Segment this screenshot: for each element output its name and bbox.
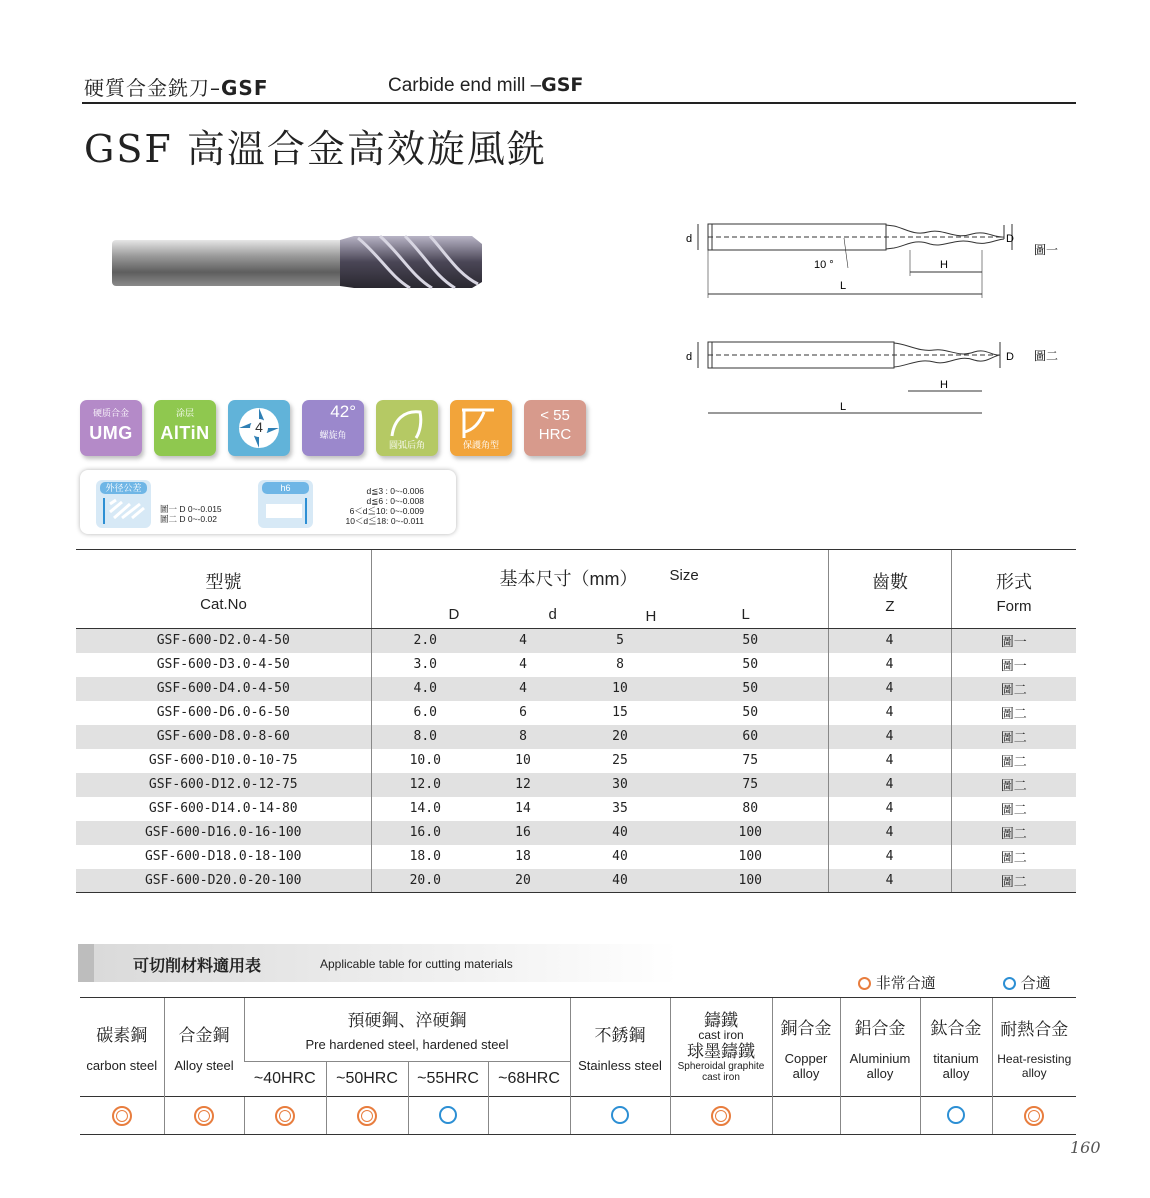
rating-cell	[244, 1097, 326, 1135]
cell-h: 10	[612, 681, 628, 696]
mat-hard-en: Pre hardened steel, hardened steel	[305, 1037, 509, 1053]
cell-d: 3.0	[371, 653, 479, 677]
mat-carbon-cn: 碳素鋼	[96, 1026, 148, 1045]
radius-relief-icon	[376, 402, 438, 442]
cell-l: 100	[738, 849, 762, 864]
cell-h: 35	[612, 801, 628, 816]
cell-d: 14	[515, 801, 531, 816]
badge-carbide-label: 硬质合金	[92, 408, 129, 418]
fig1-caption: 圖一	[1034, 243, 1059, 257]
cell-form: 圖一	[951, 629, 1076, 653]
cell-z: 4	[828, 725, 951, 749]
cell-d: 4	[519, 633, 527, 649]
cell-z: 4	[828, 773, 951, 797]
cell-d: 10	[515, 753, 531, 768]
header-teeth-cn: 齒數	[872, 572, 908, 592]
cell-l: 50	[742, 681, 759, 696]
cell-model: GSF-600-D6.0-6-50	[156, 705, 290, 720]
cell-h: 20	[612, 729, 628, 744]
badge-hardness	[524, 400, 586, 456]
cell-z: 4	[828, 821, 951, 845]
double-circle-icon	[357, 1106, 377, 1126]
table-row	[76, 629, 1076, 653]
header-title-cn	[84, 72, 268, 101]
mat-cast-cn2: 球墨鑄鐵	[687, 1041, 755, 1061]
badge-radius-relief	[376, 400, 438, 456]
cell-l: 75	[742, 777, 759, 792]
table-row	[76, 653, 1076, 677]
mat-ti-cn: 鈦合金	[930, 1018, 982, 1038]
spec-table-header	[76, 550, 1076, 629]
mat-hrc-68: ~68HRC	[488, 1061, 570, 1096]
cell-model: GSF-600-D14.0-14-80	[148, 801, 298, 816]
table-row	[76, 773, 1076, 797]
mat-hard-cn: 預硬鋼、淬硬鋼	[347, 1011, 467, 1031]
cell-form: 圖二	[951, 749, 1076, 773]
mat-cast-en1: cast iron	[698, 1027, 744, 1042]
drawing-fig2	[686, 342, 1058, 413]
circle-icon	[611, 1106, 629, 1124]
table-row	[76, 845, 1076, 869]
cell-d: 4	[519, 657, 527, 672]
cell-d: 16.0	[371, 821, 479, 845]
fig2-L-label: L	[840, 401, 847, 413]
od-tolerance-fig1: 圖一 D 0~-0.015	[160, 504, 222, 514]
cell-d: 18	[515, 849, 531, 864]
fig1-angle-label: 10 °	[814, 259, 834, 271]
double-circle-icon	[711, 1106, 731, 1126]
cell-model: GSF-600-D3.0-4-50	[156, 657, 290, 672]
cell-d: 14.0	[371, 797, 479, 821]
header-teeth-en: Z	[885, 598, 895, 615]
badge-helix-value: 42°	[330, 402, 356, 421]
mat-ti-en: titanium alloy	[933, 1050, 979, 1081]
mat-stainless-en: Stainless steel	[578, 1058, 662, 1073]
mat-cast-en2a: Spheroidal graphite	[677, 1060, 765, 1072]
cell-d: 4	[519, 681, 527, 696]
header-D: D	[448, 606, 460, 623]
cell-d: 2.0	[371, 629, 479, 653]
rating-cell	[840, 1097, 920, 1135]
cell-h: 40	[612, 825, 628, 840]
cell-d: 8.0	[371, 725, 479, 749]
cell-d: 8	[519, 729, 527, 744]
badge-coating	[154, 400, 216, 456]
mat-hrc-50: ~50HRC	[326, 1061, 408, 1096]
rating-cell	[326, 1097, 408, 1135]
drawing-fig1	[686, 224, 1058, 298]
cell-h: 40	[612, 849, 628, 864]
tolerance-panel	[80, 470, 456, 534]
badge-protection	[450, 400, 512, 456]
double-circle-icon	[194, 1106, 214, 1126]
mat-copper-en: Copper alloy	[784, 1050, 828, 1081]
protection-corner-icon	[450, 402, 512, 442]
technical-drawing	[682, 210, 1072, 425]
badge-carbide-value: UMG	[89, 423, 133, 443]
header-divider	[82, 102, 1076, 104]
rating-cell	[670, 1097, 772, 1135]
cell-form: 圖二	[951, 869, 1076, 893]
rating-cell	[488, 1097, 570, 1135]
mat-alu-cn: 鋁合金	[854, 1018, 906, 1038]
legend-very-label: 非常合適	[875, 974, 936, 992]
fig2-caption: 圖二	[1034, 349, 1059, 363]
header-en-code: GSF	[541, 74, 584, 96]
cell-z: 4	[828, 797, 951, 821]
od-tolerance-tag: 外径公差	[100, 482, 147, 494]
header-H: H	[645, 608, 657, 625]
cell-l: 80	[742, 801, 759, 816]
badge-flutes-value: 4	[255, 419, 263, 435]
shank-tolerance-tag: h6	[262, 482, 309, 494]
badge-radius-label: 圓弧后角	[388, 440, 425, 450]
cell-d: 12.0	[371, 773, 479, 797]
materials-table	[80, 997, 1076, 1135]
materials-title-en: Applicable table for cutting materials	[320, 957, 513, 971]
header-size-en: Size	[669, 567, 699, 584]
cell-h: 30	[612, 777, 628, 792]
cell-l: 60	[742, 729, 759, 744]
table-row	[76, 677, 1076, 701]
mat-heat-en: Heat-resisting alloy	[997, 1051, 1072, 1080]
cell-form: 圖二	[951, 845, 1076, 869]
cell-d: 12	[515, 777, 531, 792]
cell-form: 圖二	[951, 725, 1076, 749]
fig1-d-label: d	[686, 233, 693, 245]
cell-model: GSF-600-D8.0-8-60	[156, 729, 290, 744]
cell-form: 圖二	[951, 797, 1076, 821]
mat-stainless-cn: 不銹鋼	[594, 1026, 646, 1045]
table-row	[76, 797, 1076, 821]
cell-z: 4	[828, 845, 951, 869]
mat-alu-en: Aluminium alloy	[849, 1050, 911, 1081]
h6-row-3: 6＜d≦10: 0~-0.009	[349, 506, 424, 516]
badge-protection-label: 保護角型	[462, 440, 499, 450]
legend-suitable	[1003, 972, 1051, 993]
page-title: GSF 高溫合金高效旋風銑	[84, 127, 547, 171]
rating-cell	[570, 1097, 670, 1135]
cell-h: 5	[616, 633, 624, 649]
table-row	[76, 725, 1076, 749]
cell-model: GSF-600-D16.0-16-100	[144, 825, 302, 840]
badge-carbide	[80, 400, 142, 456]
fig2-d-label: d	[686, 351, 693, 363]
header-cn-code: GSF	[221, 76, 269, 100]
fig2-D-label: D	[1006, 351, 1014, 363]
h6-row-4: 10＜d≦18: 0~-0.011	[345, 516, 424, 526]
badge-helix	[302, 400, 364, 456]
cell-z: 4	[828, 653, 951, 677]
rating-cell	[164, 1097, 244, 1135]
cell-d: 18.0	[371, 845, 479, 869]
badge-hardness-unit: HRC	[538, 426, 572, 443]
h6-row-1: d≦3 : 0~-0.006	[366, 486, 424, 496]
header-form-en: Form	[996, 598, 1032, 615]
spec-table	[76, 549, 1076, 893]
end-mill-photo	[110, 226, 490, 294]
cell-d: 16	[515, 825, 531, 840]
rating-cell	[80, 1097, 164, 1135]
header-d: d	[548, 606, 557, 623]
cell-l: 50	[742, 705, 759, 720]
legend-ok-label: 合適	[1020, 974, 1051, 992]
cell-form: 圖二	[951, 821, 1076, 845]
cell-l: 50	[742, 633, 759, 649]
rating-cell	[772, 1097, 840, 1135]
table-row	[76, 749, 1076, 773]
header-cn-prefix: 硬質合金銑刀–	[84, 76, 221, 100]
cell-model: GSF-600-D4.0-4-50	[156, 681, 290, 696]
cell-z: 4	[828, 749, 951, 773]
materials-rating-row	[80, 1097, 1076, 1135]
cell-z: 4	[828, 869, 951, 893]
cell-form: 圖二	[951, 773, 1076, 797]
cell-d: 6	[519, 705, 527, 720]
legend-very-suitable	[858, 972, 936, 993]
od-tolerance-fig2: 圖二 D 0~-0.02	[160, 514, 217, 524]
cell-model: GSF-600-D12.0-12-75	[148, 777, 298, 792]
mat-carbon-en: carbon steel	[86, 1058, 158, 1073]
mat-alloy-en: Alloy steel	[174, 1058, 234, 1073]
badge-coating-value: AlTiN	[160, 423, 210, 443]
badge-coating-label: 涂层	[175, 408, 194, 418]
cell-model: GSF-600-D10.0-10-75	[148, 753, 298, 768]
header-model-cn: 型號	[205, 572, 242, 592]
fig1-L-label: L	[840, 280, 847, 292]
cell-form: 圖一	[951, 653, 1076, 677]
mat-heat-cn: 耐熱合金	[1000, 1019, 1069, 1039]
double-circle-icon	[275, 1106, 295, 1126]
cell-model: GSF-600-D20.0-20-100	[76, 869, 371, 893]
cell-d: 20.0	[371, 869, 479, 893]
cell-h: 25	[612, 753, 628, 768]
cell-d: 6.0	[371, 701, 479, 725]
cell-l: 100	[673, 869, 828, 893]
badge-hardness-value: < 55	[540, 407, 570, 424]
cell-z: 4	[828, 677, 951, 701]
cell-l: 50	[742, 657, 759, 672]
materials-title-bar-edge	[78, 944, 94, 982]
cell-form: 圖二	[951, 677, 1076, 701]
header-form-cn: 形式	[996, 572, 1032, 592]
cell-z: 4	[828, 629, 951, 653]
mat-cast-cn1: 鑄鐵	[704, 1010, 738, 1030]
header-L: L	[741, 606, 750, 623]
mat-alloy-cn: 合金鋼	[178, 1026, 230, 1045]
double-circle-icon	[858, 977, 871, 990]
fig1-H-label: H	[940, 259, 948, 271]
header-en-prefix: Carbide end mill –	[388, 75, 542, 96]
shank-tolerance-icon	[258, 480, 313, 528]
circle-icon	[947, 1106, 965, 1124]
double-circle-icon	[1024, 1106, 1044, 1126]
header-model-en: Cat.No	[200, 596, 247, 613]
fig1-D-label: D	[1006, 233, 1014, 245]
mat-cast-en2b: cast iron	[702, 1071, 740, 1083]
header-size-cn: 基本尺寸（mm）	[499, 569, 638, 589]
circle-icon	[1003, 977, 1016, 990]
materials-title-cn: 可切削材料適用表	[133, 956, 262, 975]
circle-icon	[439, 1106, 457, 1124]
cell-h: 40	[567, 869, 673, 893]
od-tolerance-icon	[96, 480, 151, 528]
page-number: 160	[1070, 1138, 1101, 1157]
cell-h: 8	[616, 657, 624, 672]
cell-h: 15	[612, 705, 628, 720]
h6-row-2: d≦6 : 0~-0.008	[366, 496, 424, 506]
double-circle-icon	[112, 1106, 132, 1126]
mat-copper-cn: 銅合金	[780, 1018, 832, 1038]
cell-l: 100	[738, 825, 762, 840]
mat-hrc-55: ~55HRC	[408, 1061, 488, 1096]
table-row	[76, 869, 1076, 893]
cell-l: 75	[742, 753, 759, 768]
table-row	[76, 701, 1076, 725]
rating-cell	[408, 1097, 488, 1135]
badge-flutes	[228, 400, 290, 456]
cell-z: 4	[828, 701, 951, 725]
rating-cell	[920, 1097, 992, 1135]
cell-model: GSF-600-D2.0-4-50	[156, 633, 290, 649]
badge-helix-label: 螺旋角	[319, 430, 347, 440]
mat-hrc-40: ~40HRC	[244, 1061, 326, 1096]
header-title-en	[388, 74, 583, 97]
cell-d: 10.0	[371, 749, 479, 773]
cell-d: 4.0	[371, 677, 479, 701]
cell-form: 圖二	[951, 701, 1076, 725]
rating-cell	[992, 1097, 1076, 1135]
cell-d: 20	[479, 869, 567, 893]
fig2-H-label: H	[940, 379, 948, 391]
table-row	[76, 821, 1076, 845]
cell-model: GSF-600-D18.0-18-100	[144, 849, 302, 864]
